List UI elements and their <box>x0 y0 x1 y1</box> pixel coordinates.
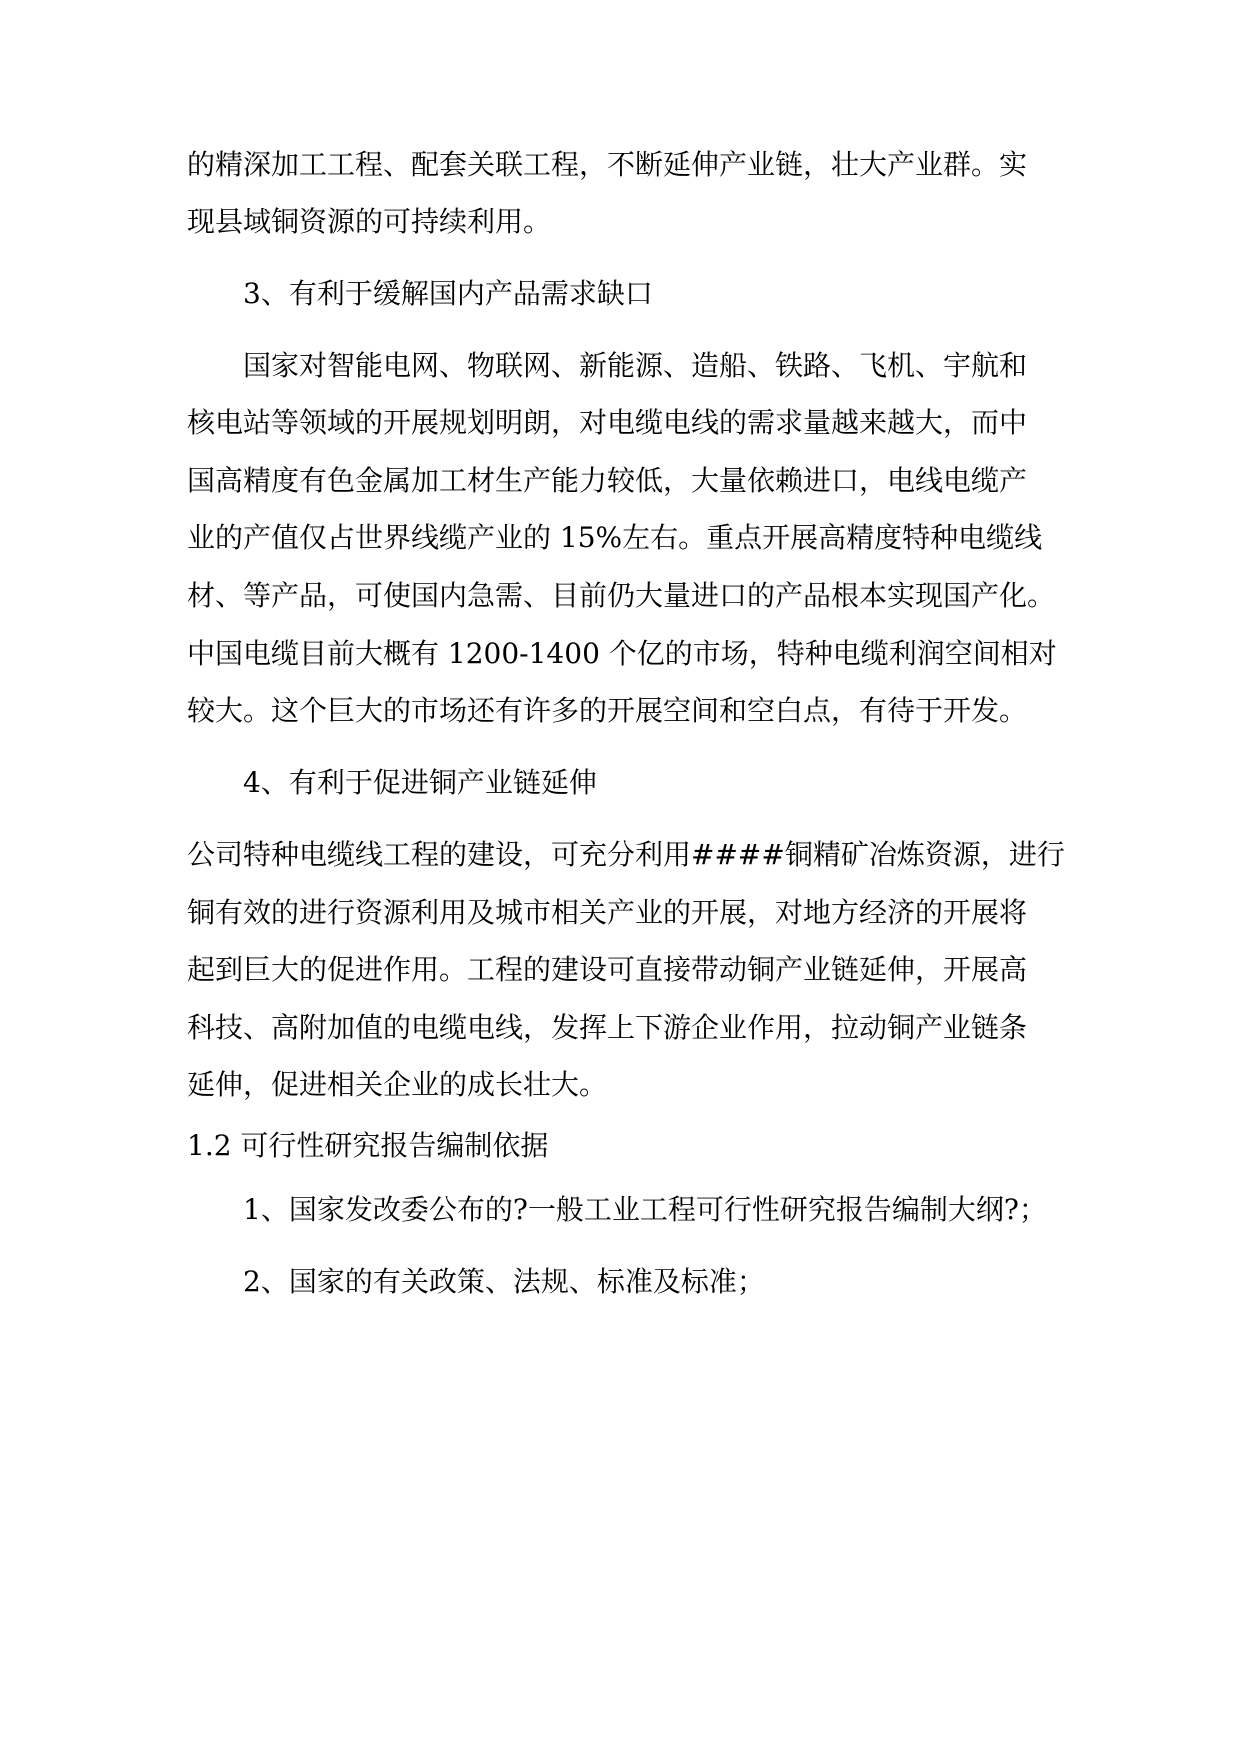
section-heading-3: 3、有利于缓解国内产品需求缺口 <box>243 277 653 310</box>
body-text-line: 延伸，促进相关企业的成长壮大。 <box>187 1068 608 1101</box>
body-text-line: 国高精度有色金属加工材生产能力较低，大量依赖进口，电线电缆产 <box>187 464 1028 497</box>
body-text-line: 的精深加工工程、配套关联工程，不断延伸产业链，壮大产业群。实 <box>187 148 1028 181</box>
body-text-line: 科技、高附加值的电缆电线，发挥上下游企业作用，拉动铜产业链条 <box>187 1011 1028 1044</box>
section-heading-4: 4、有利于促进铜产业链延伸 <box>243 766 597 799</box>
list-item: 2、国家的有关政策、法规、标准及标准； <box>243 1265 765 1298</box>
body-text-line: 现县域铜资源的可持续利用。 <box>187 205 552 238</box>
body-text-line: 起到巨大的促进作用。工程的建设可直接带动铜产业链延伸，开展高 <box>187 953 1028 986</box>
body-text-line: 国家对智能电网、物联网、新能源、造船、铁路、飞机、宇航和 <box>243 349 1028 382</box>
body-text-line: 铜有效的进行资源利用及城市相关产业的开展，对地方经济的开展将 <box>187 896 1028 929</box>
section-heading-1-2: 1.2 可行性研究报告编制依据 <box>187 1129 549 1162</box>
body-text-line: 业的产值仅占世界线缆产业的 15%左右。重点开展高精度特种电缆线 <box>187 521 1043 554</box>
body-text-line: 核电站等领域的开展规划明朗，对电缆电线的需求量越来越大，而中 <box>187 406 1028 439</box>
body-text-line: 较大。这个巨大的市场还有许多的开展空间和空白点，有待于开发。 <box>187 694 1028 727</box>
body-text-line: 公司特种电缆线工程的建设，可充分利用####铜精矿冶炼资源，进行 <box>187 838 1065 871</box>
body-text-line: 材、等产品，可使国内急需、目前仍大量进口的产品根本实现国产化。 <box>187 579 1056 612</box>
list-item: 1、国家发改委公布的?一般工业工程可行性研究报告编制大纲?； <box>243 1193 1047 1226</box>
body-text-line: 中国电缆目前大概有 1200-1400 个亿的市场，特种电缆利润空间相对 <box>187 637 1057 670</box>
